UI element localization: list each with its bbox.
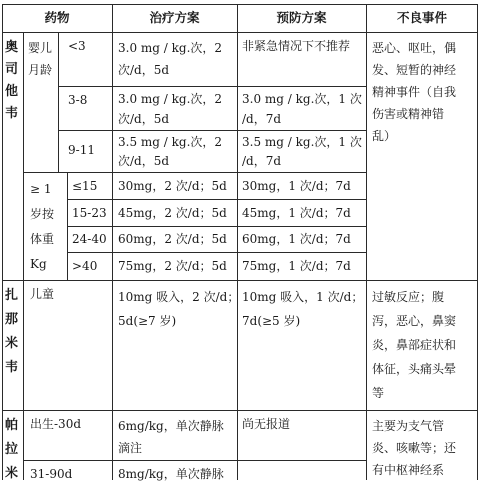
- peramivir-age-cell: 31-90d: [30, 467, 73, 481]
- weight-prevent-cell: 45mg，1 次/d；7d: [242, 206, 351, 220]
- oseltamivir-adverse-cell: 恶心、呕吐，偶 发、短暂的神经 精神事件（自我 伤害或精神错 乱）: [372, 41, 457, 143]
- infant-group-label: 婴儿 月龄: [28, 41, 53, 77]
- infant-prevent-cell: 3.0 mg / kg.次，1 次 /d，7d: [242, 92, 362, 126]
- infant-age-cell: <3: [68, 39, 86, 53]
- zanamivir-group-cell: 儿童: [30, 287, 55, 301]
- weight-cell: >40: [72, 259, 98, 273]
- weight-treat-cell: 75mg，2 次/d；5d: [118, 259, 227, 273]
- weight-group-label: ≥ 1 岁按 体重 Kg: [30, 182, 55, 271]
- zanamivir-prevent-cell: 10mg 吸入，1 次/d； 7d(≥5 岁): [242, 290, 364, 328]
- header-drug: 药物: [44, 10, 70, 25]
- infant-treat-cell: 3.0 mg / kg.次，2 次/d，5d: [118, 92, 223, 126]
- weight-prevent-cell: 30mg，1 次/d；7d: [242, 179, 351, 193]
- peramivir-prevent-cell: 尚无报道: [242, 417, 291, 431]
- drug-name-oseltamivir: 奥 司 他 韦: [5, 40, 19, 121]
- weight-treat-cell: 45mg，2 次/d；5d: [118, 206, 227, 220]
- peramivir-age-cell: 出生-30d: [30, 417, 82, 431]
- header-treatment: 治疗方案: [149, 10, 200, 25]
- weight-treat-cell: 30mg，2 次/d；5d: [118, 179, 227, 193]
- weight-prevent-cell: 75mg，1 次/d；7d: [242, 259, 351, 273]
- drug-name-peramivir: 帕 拉 米: [5, 418, 19, 481]
- infant-age-cell: 3-8: [68, 93, 88, 107]
- zanamivir-adverse-cell: 过敏反应；腹 泻，恶心，鼻窦 炎，鼻部症状和 体征，头痛头晕 等: [372, 290, 457, 400]
- weight-cell: 24-40: [72, 232, 107, 246]
- weight-treat-cell: 60mg，2 次/d；5d: [118, 232, 227, 246]
- peramivir-treat-cell: 6mg/kg，单次静脉 滴注: [118, 419, 224, 455]
- infant-prevent-cell: 3.5 mg / kg.次，1 次 /d，7d: [242, 135, 362, 168]
- infant-age-cell: 9-11: [68, 143, 95, 157]
- weight-cell: ≤15: [72, 179, 98, 193]
- infant-treat-cell: 3.0 mg / kg.次，2 次/d，5d: [118, 41, 223, 77]
- peramivir-adverse-cell: 主要为支气管 炎、咳嗽等；还 有中枢神经系: [372, 419, 457, 477]
- weight-prevent-cell: 60mg，1 次/d；7d: [242, 232, 351, 246]
- header-adverse: 不良事件: [396, 10, 447, 25]
- zanamivir-treat-cell: 10mg 吸入，2 次/d； 5d(≥7 岁): [118, 290, 240, 328]
- weight-cell: 15-23: [72, 206, 107, 220]
- infant-treat-cell: 3.5 mg / kg.次，2 次/d，5d: [118, 135, 223, 168]
- peramivir-treat-cell: 8mg/kg，单次静脉: [118, 467, 224, 481]
- header-prevention: 预防方案: [276, 10, 327, 25]
- drug-name-zanamivir: 扎 那 米 韦: [5, 288, 19, 375]
- infant-prevent-cell: 非紧急情况下不推荐: [242, 39, 351, 53]
